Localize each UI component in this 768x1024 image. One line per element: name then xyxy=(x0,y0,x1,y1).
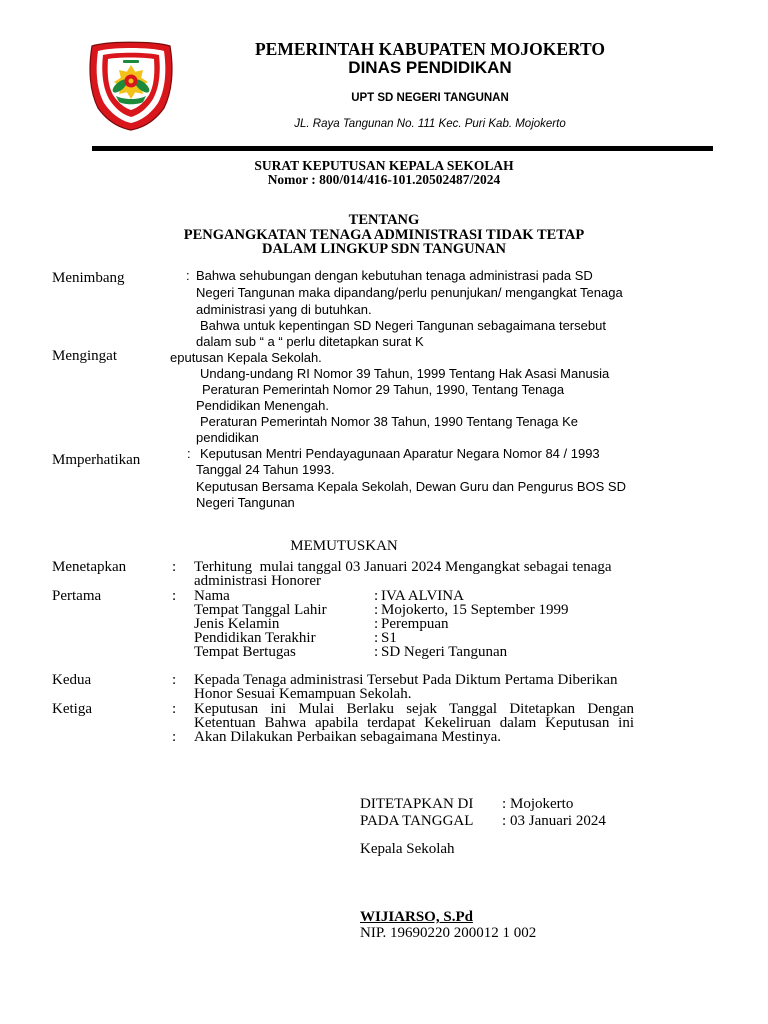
field-colon: : xyxy=(374,616,379,632)
field-value-birth: Mojokerto, 15 September 1999 xyxy=(381,602,569,618)
label-memperhatikan: Mmperhatikan xyxy=(52,452,141,468)
field-key-birth: Tempat Tanggal Lahir xyxy=(194,602,327,618)
subject-line-2: DALAM LINGKUP SDN TANGUNAN xyxy=(262,241,506,257)
signatory-name: WIJIARSO, S.Pd xyxy=(360,909,473,925)
signature-date-label: PADA TANGGAL xyxy=(360,813,474,829)
field-value-workplace: SD Negeri Tangunan xyxy=(381,644,508,660)
label-mengingat: Mengingat xyxy=(52,348,117,364)
consideration-line: Keputusan Bersama Kepala Sekolah, Dewan Guru dan Pengurus BOS SD xyxy=(196,479,626,494)
signatory-nip: NIP. 19690220 200012 1 002 xyxy=(360,925,537,941)
letterhead-address: JL. Raya Tangunan No. 111 Kec. Puri Kab. Mojokerto xyxy=(294,118,566,130)
subject-line-1: PENGANGKATAN TENAGA ADMINISTRASI TIDAK TETAP xyxy=(183,227,585,243)
subject-about: TENTANG xyxy=(348,212,420,228)
kedua-line: Kepada Tenaga administrasi Tersebut Pada Diktum Pertama Diberikan xyxy=(194,672,618,688)
colon-ketiga-extra: : xyxy=(172,729,177,745)
document-number: Nomor : 800/014/416-101.20502487/2024 xyxy=(267,172,501,187)
menetapkan-line: administrasi Honorer xyxy=(194,573,322,589)
label-kedua: Kedua xyxy=(52,672,92,688)
consideration-line: administrasi yang di butuhkan. xyxy=(196,302,372,317)
logo-center-dot xyxy=(129,79,134,84)
field-key-name: Nama xyxy=(194,588,230,604)
colon-ketiga: : xyxy=(172,701,177,717)
consideration-line: eputusan Kepala Sekolah. xyxy=(170,350,322,365)
ketiga-line: Keputusan ini Mulai Berlaku sejak Tanggal Ditetapkan Dengan xyxy=(194,701,634,717)
signature-colon: : xyxy=(502,813,507,829)
colon-menetapkan: : xyxy=(172,559,177,575)
consideration-line: Keputusan Mentri Pendayagunaan Aparatur Negara Nomor 84 / 1993 xyxy=(200,446,600,461)
ketiga-line: Akan Dilakukan Perbaikan sebagaimana Mestinya. xyxy=(194,729,501,745)
consideration-line: Peraturan Pemerintah Nomor 38 Tahun, 1990 Tentang Tenaga Ke xyxy=(200,414,578,429)
ketiga-line: Ketentuan Bahwa apabila terdapat Kekeliruan dalam Keputusan ini xyxy=(194,715,634,731)
consideration-line: Negeri Tangunan xyxy=(196,495,295,510)
consideration-line: Undang-undang RI Nomor 39 Tahun, 1999 Tentang Hak Asasi Manusia xyxy=(200,366,610,381)
colon-memperhatikan: : xyxy=(187,446,191,461)
consideration-line: Bahwa sehubungan dengan kebutuhan tenaga administrasi pada SD xyxy=(196,268,593,283)
signature-date-value: 03 Januari 2024 xyxy=(510,813,606,829)
document-type: SURAT KEPUTUSAN KEPALA SEKOLAH xyxy=(254,158,514,173)
label-menimbang: Menimbang xyxy=(52,270,125,286)
field-colon: : xyxy=(374,588,379,604)
decision-heading: MEMUTUSKAN xyxy=(290,538,398,554)
field-colon: : xyxy=(374,602,379,618)
signature-position: Kepala Sekolah xyxy=(360,841,455,857)
signature-place-label: DITETAPKAN DI xyxy=(360,796,474,812)
field-colon: : xyxy=(374,644,379,660)
colon-pertama: : xyxy=(172,588,177,604)
label-pertama: Pertama xyxy=(52,588,102,604)
letterhead-unit: UPT SD NEGERI TANGUNAN xyxy=(351,92,509,104)
signature-colon: : xyxy=(502,796,507,812)
label-ketiga: Ketiga xyxy=(52,701,92,717)
signature-place-value: Mojokerto xyxy=(510,796,574,812)
letterhead-agency: DINAS PENDIDIKAN xyxy=(348,58,512,77)
consideration-line: Peraturan Pemerintah Nomor 29 Tahun, 1990, Tentang Tenaga xyxy=(202,382,565,397)
field-colon: : xyxy=(374,630,379,646)
field-key-workplace: Tempat Bertugas xyxy=(194,644,296,660)
menetapkan-line: Terhitung mulai tanggal 03 Januari 2024 Mengangkat sebagai tenaga xyxy=(194,559,612,575)
consideration-line: Tanggal 24 Tahun 1993. xyxy=(196,462,335,477)
consideration-line: Bahwa untuk kepentingan SD Negeri Tangunan sebagaimana tersebut xyxy=(200,318,606,333)
kedua-line: Honor Sesuai Kemampuan Sekolah. xyxy=(194,686,412,702)
field-value-education: S1 xyxy=(381,630,397,646)
letterhead-government: PEMERINTAH KABUPATEN MOJOKERTO xyxy=(254,39,606,59)
label-menetapkan: Menetapkan xyxy=(52,559,127,575)
consideration-line: Pendidikan Menengah. xyxy=(196,398,329,413)
consideration-line: dalam sub “ a “ perlu ditetapkan surat K xyxy=(196,334,424,349)
field-key-education: Pendidikan Terakhir xyxy=(194,630,316,646)
consideration-line: pendidikan xyxy=(196,430,259,445)
consideration-line: Negeri Tangunan maka dipandang/perlu penunjukan/ mengangkat Tenaga xyxy=(196,285,623,300)
letterhead-divider xyxy=(92,146,713,151)
colon-kedua: : xyxy=(172,672,177,688)
colon-menimbang: : xyxy=(186,268,190,283)
field-value-name: IVA ALVINA xyxy=(381,588,464,604)
field-value-gender: Perempuan xyxy=(381,616,449,632)
field-key-gender: Jenis Kelamin xyxy=(194,616,280,632)
